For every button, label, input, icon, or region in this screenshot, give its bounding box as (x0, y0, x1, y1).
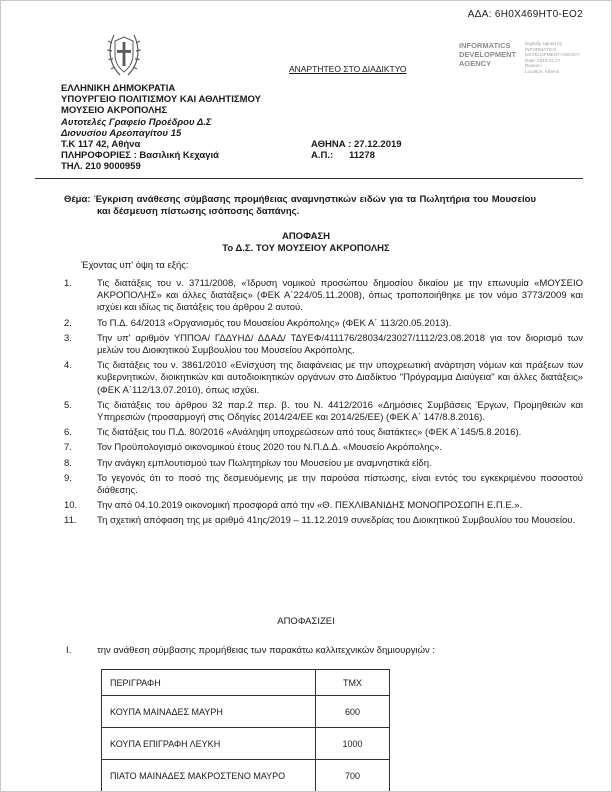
letterhead (61, 83, 261, 173)
operative-clause (66, 645, 581, 656)
subject-line: Θέμα: Έγκριση ανάθεσης σύμβασης προμήθειας αναμνηστικών ειδών για τα Πωλητήρια του Μουσείου και δέσμευση πίστωσης ισόποσης δαπάνης. (64, 194, 536, 217)
table-row (102, 760, 390, 792)
table-cell-quantity: 700 (316, 760, 390, 792)
signature-details (525, 41, 589, 75)
list-item-text: Τον Προϋπολογισμό οικονομικού έτους 2020 του Ν.Π.Δ.Δ. «Μουσείο Ακρόπολης». (97, 442, 443, 454)
table-header-quantity: ΤΜΧ (316, 670, 390, 696)
list-item-text: Τις διατάξεις του άρθρου 32 παρ.2 περ. β. του Ν. 4412/2016 «Δημόσιες Συμβάσεις Έργων, Προμηθειών και Υπηρεσιών (προσαρμογή στις Οδηγίες 2014/24/ΕΕ και 2014/25/ΕΕ) (ΦΕΚ Α΄ 147/8.8.2016). (97, 399, 583, 424)
list-item-number: 2. (64, 317, 72, 329)
list-item (64, 473, 583, 497)
list-item-number: 5. (64, 399, 72, 411)
list-item (64, 333, 583, 357)
signature-agency: INFORMATICS DEVELOPMENT AGENCY (459, 41, 517, 68)
signature-detail-line: Location: Athens (525, 68, 559, 74)
considerations-list (64, 278, 583, 531)
decision-heading: ΑΠΟΦΑΣΗ (281, 231, 331, 242)
table-header-description: ΠΕΡΙΓΡΑΦΗ (102, 670, 316, 696)
table-row (102, 728, 390, 760)
letterhead-republic: ΕΛΛΗΝΙΚΗ ΔΗΜΟΚΡΑΤΙΑ (61, 83, 176, 94)
list-item-text: Την υπ' αριθμόν ΥΠΠΟΑ/ ΓΔΔΥΗΔ/ ΔΔΑΔ/ ΤΔΥΕΦ/411176/28034/23027/1112/23.08.2018 για τον διορισμό των μελών του Διοικητικού Συμβουλίου του Μουσείου Ακρόπολης. (97, 332, 583, 357)
list-item (64, 500, 583, 512)
list-item-number: 7. (64, 442, 72, 454)
signature-detail-line: INFORMATICS (525, 46, 557, 52)
signature-detail-line: DEVELOPMENT AGENCY (525, 52, 581, 58)
list-item-number: 9. (64, 472, 72, 484)
signature-detail-line: Date: 2019.12.27 (525, 57, 561, 63)
letterhead-ministry: ΥΠΟΥΡΓΕΙΟ ΠΟΛΙΤΙΣΜΟΥ ΚΑΙ ΑΘΛΗΤΙΣΜΟΥ (61, 94, 261, 106)
list-item-number: 10. (64, 500, 78, 512)
list-item-number: 3. (64, 332, 72, 344)
signature-detail-line: Reason: (525, 63, 543, 69)
web-posting-label: ΑΝΑΡΤΗΤΕΟ ΣΤΟ ΔΙΑΔΙΚΤΥΟ (289, 64, 407, 74)
header-divider (35, 178, 583, 179)
list-item-number: 11. (64, 515, 77, 527)
digital-signature-block (459, 41, 593, 75)
table-cell-quantity: 1000 (316, 728, 390, 760)
letterhead-office: Αυτοτελές Γραφείο Προέδρου Δ.Σ (61, 116, 212, 128)
table-cell-description: ΚΟΥΠΑ ΜΑΙΝΑΔΕΣ ΜΑΥΡΗ (102, 696, 316, 728)
operative-number: I. (66, 645, 72, 656)
signature-detail-line: Digitally signed by (525, 41, 563, 46)
ada-code: ΑΔΑ: 6Η0Χ469ΗΤ0-ΕΟ2 (467, 9, 583, 20)
protocol-label: Α.Π.: (311, 150, 334, 162)
city-date: ΑΘΗΝΑ : 27.12.2019 (311, 139, 402, 150)
letterhead-contact: ΠΛΗΡΟΦΟΡΙΕΣ : Βασιλική Κεχαγιά (61, 150, 220, 162)
list-item (64, 515, 583, 527)
list-item-text: Τη σχετική απόφαση της με αριθμό 41ης/2019 – 11.12.2019 συνεδρίας του Διοικητικού Συμβουλίου του Μουσείου. (97, 515, 576, 527)
list-item-number: 4. (64, 360, 72, 372)
list-item (64, 458, 583, 470)
table-cell-quantity: 600 (316, 696, 390, 728)
list-item-text: Την από 04.10.2019 οικονομική προσφορά από την «Θ. ΠΕΧΛΙΒΑΝΙΔΗΣ ΜΟΝΟΠΡΟΣΩΠΗ Ε.Π.Ε.». (97, 500, 523, 512)
list-item (64, 360, 583, 397)
letterhead-address: Διονυσίου Αρεοπαγίτου 15 (61, 127, 182, 139)
protocol-value: 11278 (349, 150, 375, 162)
list-item-text: Το Π.Δ. 64/2013 «Οργανισμός του Μουσείου Ακρόπολης» (ΦΕΚ Α΄ 113/20.05.2013). (97, 317, 452, 329)
list-item-number: 1. (64, 278, 72, 289)
list-item (64, 400, 583, 424)
list-item-number: 6. (64, 427, 72, 439)
operative-text: την ανάθεση σύμβασης προμήθειας των παρακάτω καλλιτεχνικών δημιουργιών : (97, 645, 436, 656)
list-item-text: Τις διατάξεις του Π.Δ. 80/2016 «Ανάληψη υποχρεώσεων από τους διατάκτες» (ΦΕΚ Α΄145/5.8.2016). (97, 427, 522, 439)
decision-subheading: Το Δ.Σ. ΤΟΥ ΜΟΥΣΕΙΟΥ ΑΚΡΟΠΟΛΗΣ (222, 243, 390, 254)
list-item-text: Τις διατάξεις του ν. 3861/2010 «Ενίσχυση της διαφάνειας με την υποχρεωτική ανάρτηση νόμων και πράξεων των κυβερνητικών, διοικητικών και αυτοδιοικητικών οργάνων στο Διαδίκτυο "Πρόγραμμα Διαύγεια" και άλλες διατάξεις» (ΦΕΚ Α΄112/13.07.2010), όπως ισχύει. (97, 360, 583, 396)
table-cell-description: ΚΟΥΠΑ ΕΠΙΓΡΑΦΗ ΛΕΥΚΗ (102, 728, 316, 760)
list-item (64, 318, 583, 330)
list-item-text: Την ανάγκη εμπλουτισμού των Πωλητηρίων του Μουσείου με αναμνηστικά είδη. (97, 457, 432, 469)
table-row (102, 696, 390, 728)
list-item (64, 442, 583, 454)
letterhead-postal-code: Τ.Κ 117 42, Αθήνα (61, 139, 141, 151)
list-item-number: 8. (64, 457, 72, 469)
list-item-text: Το γεγονός ότι το ποσό της δεσμευόμενης με την παρούσα πίστωσης, είναι εντός του εγκεκριμένου ποσοστού διάθεσης. (97, 472, 583, 497)
items-table (101, 669, 390, 792)
letterhead-phone: ΤΗΛ. 210 9000959 (61, 161, 141, 173)
protocol-number-row (311, 150, 402, 161)
table-header-row (102, 670, 390, 696)
greek-coat-of-arms-icon (104, 31, 144, 79)
decides-heading: ΑΠΟΦΑΣΙΖΕΙ (277, 616, 335, 627)
having-regard-line: Έχοντας υπ' όψη τα εξής: (81, 260, 189, 271)
list-item-text: Τις διατάξεις του ν. 3711/2008, «Ίδρυση νομικού προσώπου δημοσίου δικαίου με την επωνυμία «ΜΟΥΣΕΙΟ ΑΚΡΟΠΟΛΗΣ» και άλλες διατάξεις» (ΦΕΚ Α΄224/05.11.2008), όπως τροποποιήθηκε με τον νόμο 3773/2009 και ισχύει και ιδίως τις διατάξεις του άρθρου 2 αυτού. (97, 278, 583, 314)
list-item (64, 427, 583, 439)
letterhead-museum: ΜΟΥΣΕΙΟ ΑΚΡΟΠΟΛΗΣ (61, 105, 168, 117)
list-item (64, 278, 583, 315)
date-protocol-block (311, 139, 402, 161)
table-cell-description: ΠΙΑΤΟ ΜΑΙΝΑΔΕΣ ΜΑΚΡΟΣΤΕΝΟ ΜΑΥΡΟ (102, 760, 316, 792)
